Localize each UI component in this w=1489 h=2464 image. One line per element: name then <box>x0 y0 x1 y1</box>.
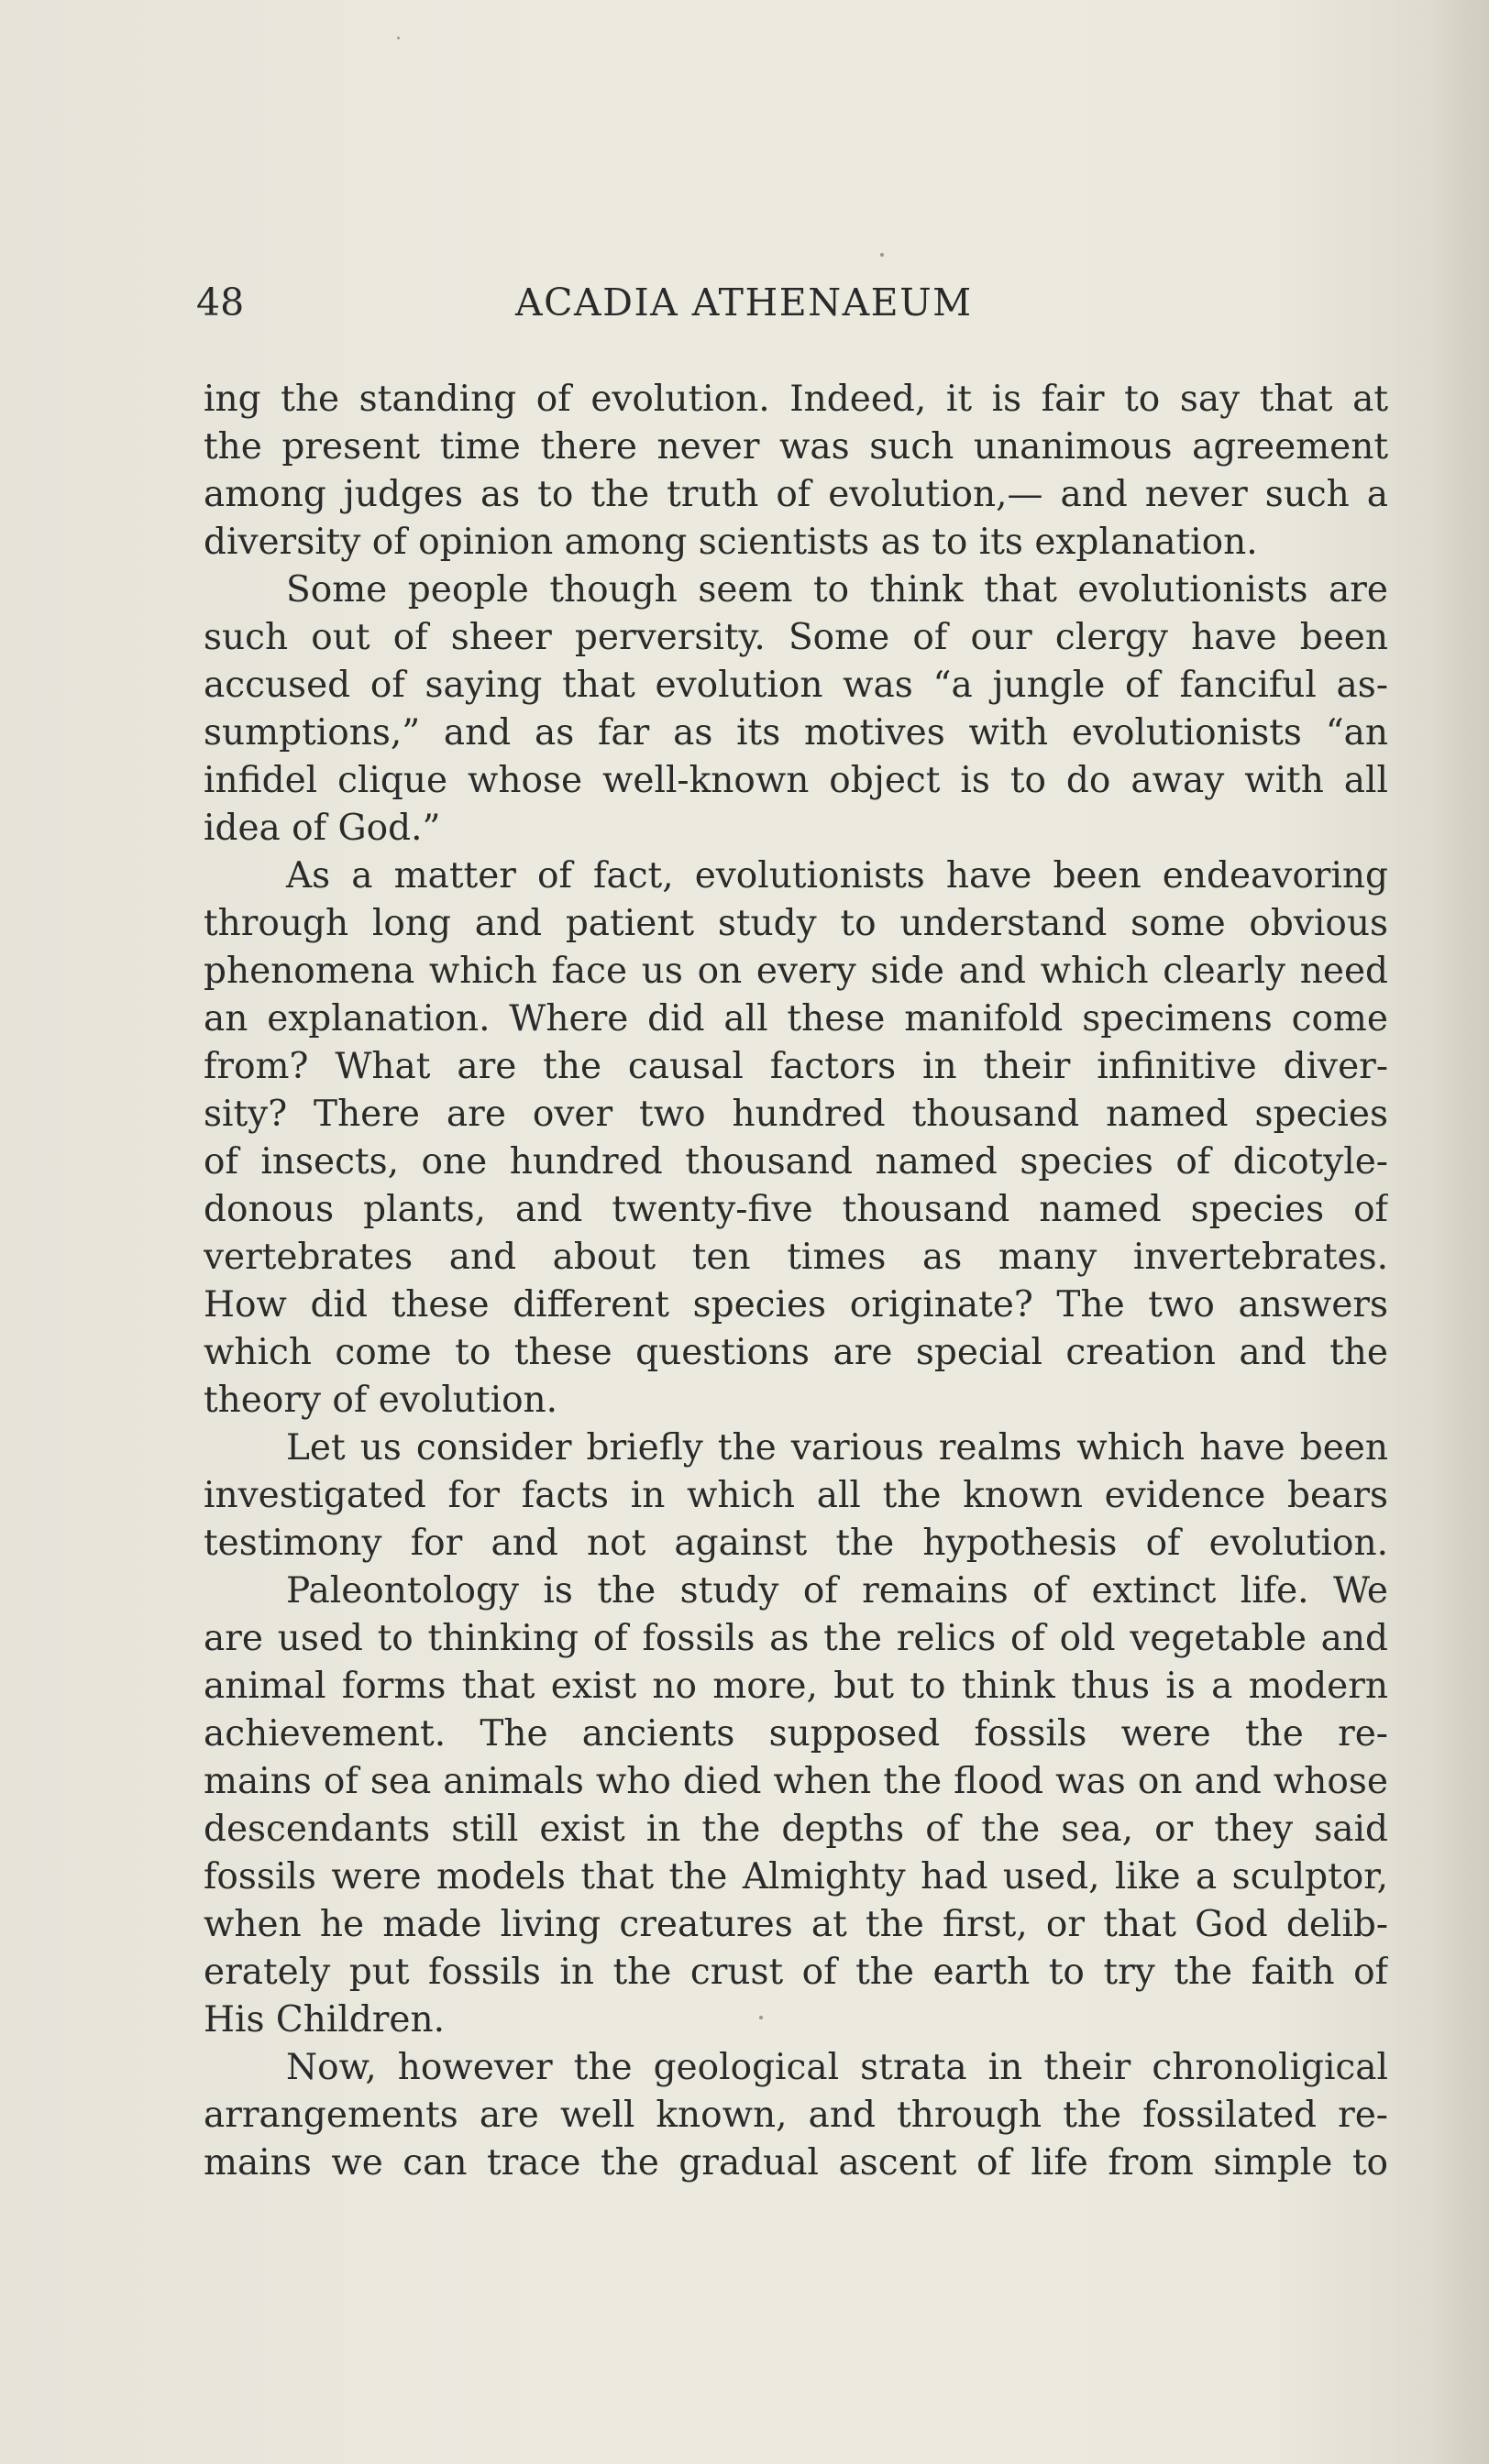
text-line: from? What are the causal factors in their infinitive diver- <box>204 1046 1388 1087</box>
text-line: of insects, one hundred thousand named species of dicotyle- <box>204 1141 1388 1182</box>
text-line: As a matter of fact, evolutionists have been endeavoring <box>286 855 1388 896</box>
text-line: donous plants, and twenty-five thousand named species of <box>204 1189 1388 1230</box>
text-line: sumptions,” and as far as its motives with evolutionists “an <box>204 712 1388 754</box>
text-line: among judges as to the truth of evolution,— and never such a <box>204 474 1388 515</box>
text-line: descendants still exist in the depths of the sea, or they said <box>204 1809 1388 1850</box>
text-line: testimony for and not against the hypothesis of evolution. <box>204 1523 1388 1564</box>
running-title: ACADIA ATHENAEUM <box>515 280 973 324</box>
text-line: fossils were models that the Almighty had used, like a sculptor, <box>204 1856 1388 1898</box>
text-line: arrangements are well known, and through the fossilated re- <box>204 2095 1388 2136</box>
text-line: accused of saying that evolution was “a jungle of fanciful as- <box>204 665 1388 706</box>
text-line: when he made living creatures at the first, or that God delib- <box>204 1904 1388 1945</box>
text-line: which come to these questions are special creation and the <box>204 1332 1388 1373</box>
text-line: animal forms that exist no more, but to think thus is a modern <box>204 1666 1388 1707</box>
text-line: investigated for facts in which all the known evidence bears <box>204 1475 1388 1516</box>
text-line: the present time there never was such unanimous agreement <box>204 426 1388 468</box>
text-line: sity? There are over two hundred thousand named species <box>204 1094 1388 1135</box>
text-line: phenomena which face us on every side and which clearly need <box>204 951 1388 992</box>
paper-speck <box>880 253 884 257</box>
text-line: mains of sea animals who died when the flood was on and whose <box>204 1761 1388 1802</box>
text-line: mains we can trace the gradual ascent of life from simple to <box>204 2142 1388 2184</box>
text-line: ing the standing of evolution. Indeed, it is fair to say that at <box>204 379 1388 420</box>
text-line: His Children. <box>204 1999 446 2040</box>
text-line: such out of sheer perversity. Some of our clergy have been <box>204 617 1388 658</box>
running-header <box>196 275 1388 330</box>
text-line: Now, however the geological strata in their chronoligical <box>286 2047 1388 2088</box>
body-text <box>204 376 1388 2187</box>
text-line: vertebrates and about ten times as many invertebrates. <box>204 1237 1388 1278</box>
text-line: Paleontology is the study of remains of extinct life. We <box>286 1570 1388 1612</box>
text-line: through long and patient study to understand some obvious <box>204 903 1388 944</box>
text-line: diversity of opinion among scientists as to its explanation. <box>204 522 1258 563</box>
text-line: erately put fossils in the crust of the earth to try the faith of <box>204 1952 1388 1993</box>
text-line: an explanation. Where did all these manifold specimens come <box>204 998 1388 1040</box>
paper-speck <box>397 37 400 39</box>
text-line: achievement. The ancients supposed fossils were the re- <box>204 1713 1388 1754</box>
text-line: Some people though seem to think that evolutionists are <box>286 569 1388 610</box>
text-line: How did these different species originate? The two answers <box>204 1284 1388 1326</box>
text-line: idea of God.” <box>204 808 441 849</box>
text-line: are used to thinking of fossils as the relics of old vegetable and <box>204 1618 1388 1659</box>
text-line: Let us consider briefly the various realms which have been <box>286 1427 1388 1468</box>
page-number: 48 <box>196 280 245 324</box>
paper-speck <box>759 2016 763 2019</box>
text-line: infidel clique whose well-known object is to do away with all <box>204 760 1388 801</box>
text-line: theory of evolution. <box>204 1380 558 1421</box>
